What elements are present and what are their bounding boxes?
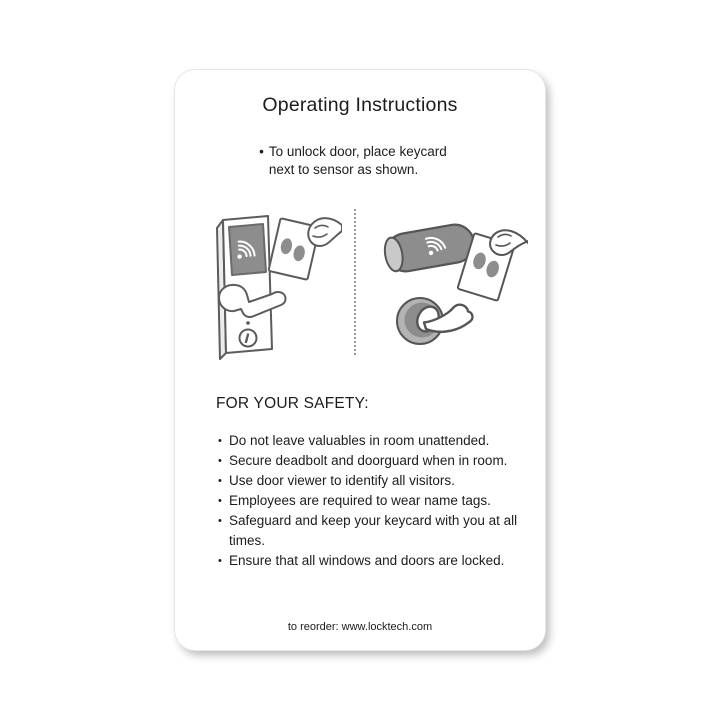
- sensor-capsule: [382, 222, 477, 275]
- safety-item-text: Ensure that all windows and doors are locked.: [229, 553, 505, 568]
- door-handle-graphic: [397, 298, 472, 344]
- indicator-dot: [246, 321, 250, 325]
- intro-instruction: [175, 143, 545, 179]
- safety-item-text: Do not leave valuables in room unattended.: [229, 433, 490, 448]
- bullet-marker: •: [259, 144, 264, 159]
- bullet-marker: •: [218, 455, 222, 467]
- safety-item-text: Use door viewer to identify all visitors.: [229, 473, 455, 488]
- dotted-divider: [354, 209, 356, 355]
- sensor-closeup-illustration: [368, 203, 528, 361]
- safety-item: [218, 451, 545, 471]
- door-lock-illustration: [192, 203, 342, 361]
- safety-heading: FOR YOUR SAFETY:: [216, 395, 369, 412]
- safety-item-text: Secure deadbolt and doorguard when in room.: [229, 453, 508, 468]
- safety-item: [218, 511, 545, 551]
- bullet-marker: •: [218, 515, 222, 527]
- safety-item-text: Employees are required to wear name tags.: [229, 493, 491, 508]
- safety-item: [218, 491, 545, 511]
- intro-text: To unlock door, place keycard next to sensor as shown.: [268, 144, 447, 177]
- page-title: Operating Instructions: [262, 94, 458, 116]
- illustration-row: [175, 203, 545, 361]
- hand-graphic: [308, 218, 342, 246]
- safety-item: [218, 551, 545, 571]
- safety-list: [175, 431, 545, 571]
- safety-item: [218, 431, 545, 451]
- bullet-marker: •: [218, 435, 222, 447]
- instruction-card: [175, 70, 545, 650]
- reorder-text: to reorder: www.locktech.com: [287, 621, 433, 633]
- bullet-marker: •: [218, 495, 222, 507]
- hand-graphic: [490, 230, 528, 255]
- keyhole-graphic: [240, 330, 257, 347]
- safety-item-text: Safeguard and keep your keycard with you at all times.: [229, 513, 518, 548]
- safety-item: [218, 471, 545, 491]
- bullet-marker: •: [218, 475, 222, 487]
- bullet-marker: •: [218, 555, 222, 567]
